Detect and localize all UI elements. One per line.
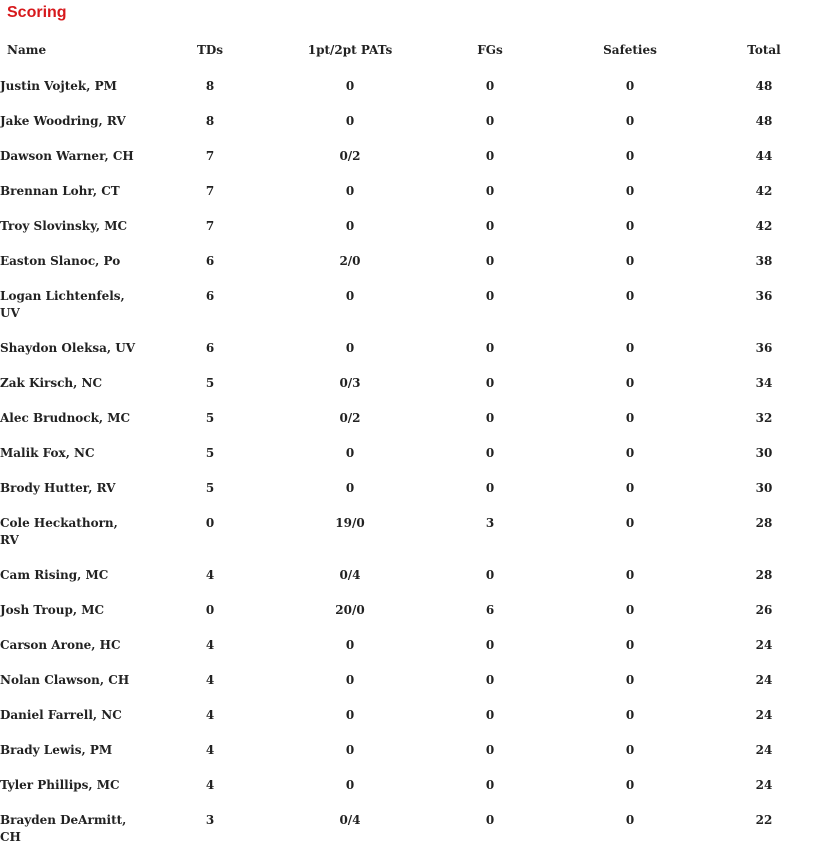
cell-fgs: 0 <box>485 411 495 425</box>
cell-total: 48 <box>755 79 773 93</box>
cell-pats: 20/0 <box>335 603 365 617</box>
cell-fgs: 0 <box>485 568 495 582</box>
cell-total: 34 <box>755 376 773 390</box>
cell-safeties: 0 <box>625 254 635 268</box>
cell-fgs: 0 <box>485 289 495 303</box>
table-row <box>0 173 828 208</box>
cell-safeties: 0 <box>625 446 635 460</box>
cell-tds: 4 <box>205 778 215 792</box>
table-row <box>0 505 828 557</box>
cell-tds: 4 <box>205 673 215 687</box>
cell-fgs: 0 <box>485 79 495 93</box>
cell-player-name: Dawson Warner, CH <box>0 149 134 163</box>
cell-pats: 0 <box>345 481 355 495</box>
table-row <box>0 662 828 697</box>
cell-total: 24 <box>755 743 773 757</box>
cell-safeties: 0 <box>625 568 635 582</box>
table-row <box>0 243 828 278</box>
cell-fgs: 0 <box>485 341 495 355</box>
cell-safeties: 0 <box>625 778 635 792</box>
cell-player-name: Zak Kirsch, NC <box>0 376 102 390</box>
cell-pats: 0 <box>345 673 355 687</box>
cell-player-name: Logan Lichtenfels, UV <box>0 289 125 320</box>
cell-tds: 5 <box>205 411 215 425</box>
table-body <box>0 68 828 854</box>
cell-fgs: 0 <box>485 149 495 163</box>
cell-tds: 4 <box>205 568 215 582</box>
cell-fgs: 0 <box>485 673 495 687</box>
header-row <box>0 33 828 68</box>
table-row <box>0 330 828 365</box>
cell-total: 24 <box>755 673 773 687</box>
header-pats: 1pt/2pt PATs <box>307 43 393 57</box>
cell-total: 24 <box>755 708 773 722</box>
cell-pats: 0 <box>345 708 355 722</box>
cell-safeties: 0 <box>625 481 635 495</box>
table-row <box>0 767 828 802</box>
table-row <box>0 732 828 767</box>
table-row <box>0 802 828 854</box>
table-row <box>0 592 828 627</box>
cell-safeties: 0 <box>625 743 635 757</box>
cell-pats: 2/0 <box>339 254 361 268</box>
cell-pats: 0/4 <box>339 813 361 827</box>
cell-player-name: Tyler Phillips, MC <box>0 778 120 792</box>
cell-player-name: Daniel Farrell, NC <box>0 708 122 722</box>
table-row <box>0 627 828 662</box>
cell-tds: 7 <box>205 149 215 163</box>
cell-tds: 7 <box>205 184 215 198</box>
table-row <box>0 103 828 138</box>
cell-total: 42 <box>755 184 773 198</box>
cell-player-name: Brady Lewis, PM <box>0 743 113 757</box>
cell-player-name: Brayden DeArmitt, CH <box>0 813 127 844</box>
cell-player-name: Jake Woodring, RV <box>0 114 126 128</box>
cell-pats: 0 <box>345 638 355 652</box>
cell-safeties: 0 <box>625 114 635 128</box>
cell-tds: 4 <box>205 638 215 652</box>
cell-pats: 0/2 <box>339 149 361 163</box>
cell-total: 44 <box>755 149 773 163</box>
cell-pats: 0 <box>345 341 355 355</box>
cell-tds: 8 <box>205 79 215 93</box>
cell-pats: 0 <box>345 219 355 233</box>
cell-safeties: 0 <box>625 411 635 425</box>
cell-tds: 7 <box>205 219 215 233</box>
cell-safeties: 0 <box>625 219 635 233</box>
table-row <box>0 68 828 103</box>
cell-tds: 6 <box>205 289 215 303</box>
cell-safeties: 0 <box>625 341 635 355</box>
cell-tds: 0 <box>205 516 215 530</box>
cell-total: 32 <box>755 411 773 425</box>
cell-tds: 5 <box>205 376 215 390</box>
cell-fgs: 0 <box>485 481 495 495</box>
cell-total: 36 <box>755 341 773 355</box>
header-total: Total <box>747 43 781 57</box>
cell-tds: 6 <box>205 254 215 268</box>
cell-pats: 0 <box>345 743 355 757</box>
cell-tds: 4 <box>205 708 215 722</box>
cell-total: 28 <box>755 568 773 582</box>
table-row <box>0 208 828 243</box>
cell-total: 26 <box>755 603 773 617</box>
cell-tds: 5 <box>205 481 215 495</box>
cell-total: 24 <box>755 638 773 652</box>
cell-safeties: 0 <box>625 149 635 163</box>
cell-safeties: 0 <box>625 376 635 390</box>
cell-fgs: 6 <box>485 603 495 617</box>
cell-pats: 19/0 <box>335 516 365 530</box>
cell-fgs: 0 <box>485 743 495 757</box>
cell-player-name: Justin Vojtek, PM <box>0 79 117 93</box>
cell-tds: 3 <box>205 813 215 827</box>
cell-player-name: Brennan Lohr, CT <box>0 184 120 198</box>
cell-safeties: 0 <box>625 184 635 198</box>
cell-fgs: 0 <box>485 446 495 460</box>
cell-pats: 0 <box>345 446 355 460</box>
cell-total: 30 <box>755 446 773 460</box>
table-row <box>0 138 828 173</box>
cell-pats: 0/3 <box>339 376 361 390</box>
cell-pats: 0 <box>345 79 355 93</box>
cell-pats: 0 <box>345 289 355 303</box>
cell-player-name: Malik Fox, NC <box>0 446 95 460</box>
cell-pats: 0/2 <box>339 411 361 425</box>
cell-tds: 5 <box>205 446 215 460</box>
table-row <box>0 278 828 330</box>
cell-fgs: 0 <box>485 114 495 128</box>
header-fgs: FGs <box>477 43 503 57</box>
table-row <box>0 365 828 400</box>
header-safeties: Safeties <box>603 43 657 57</box>
cell-fgs: 0 <box>485 778 495 792</box>
cell-safeties: 0 <box>625 638 635 652</box>
cell-pats: 0 <box>345 778 355 792</box>
cell-total: 36 <box>755 289 773 303</box>
cell-total: 24 <box>755 778 773 792</box>
cell-fgs: 0 <box>485 813 495 827</box>
cell-safeties: 0 <box>625 673 635 687</box>
scoring-table <box>0 33 828 854</box>
section-title: Scoring <box>7 4 67 21</box>
cell-safeties: 0 <box>625 603 635 617</box>
cell-total: 30 <box>755 481 773 495</box>
table-row <box>0 557 828 592</box>
cell-tds: 6 <box>205 341 215 355</box>
table-row <box>0 435 828 470</box>
cell-fgs: 0 <box>485 708 495 722</box>
table-row <box>0 400 828 435</box>
cell-safeties: 0 <box>625 289 635 303</box>
cell-player-name: Brody Hutter, RV <box>0 481 116 495</box>
cell-fgs: 0 <box>485 376 495 390</box>
cell-fgs: 0 <box>485 254 495 268</box>
cell-fgs: 3 <box>485 516 495 530</box>
cell-pats: 0 <box>345 114 355 128</box>
header-tds: TDs <box>196 43 224 57</box>
cell-player-name: Easton Slanoc, Po <box>0 254 121 268</box>
cell-safeties: 0 <box>625 516 635 530</box>
cell-player-name: Alec Brudnock, MC <box>0 411 131 425</box>
cell-fgs: 0 <box>485 638 495 652</box>
cell-player-name: Josh Troup, MC <box>0 603 105 617</box>
cell-player-name: Troy Slovinsky, MC <box>0 219 128 233</box>
cell-total: 42 <box>755 219 773 233</box>
cell-tds: 4 <box>205 743 215 757</box>
cell-fgs: 0 <box>485 184 495 198</box>
cell-tds: 8 <box>205 114 215 128</box>
cell-player-name: Carson Arone, HC <box>0 638 121 652</box>
cell-safeties: 0 <box>625 79 635 93</box>
cell-player-name: Nolan Clawson, CH <box>0 673 130 687</box>
cell-safeties: 0 <box>625 708 635 722</box>
cell-safeties: 0 <box>625 813 635 827</box>
cell-total: 38 <box>755 254 773 268</box>
cell-total: 48 <box>755 114 773 128</box>
table-row <box>0 470 828 505</box>
cell-player-name: Cole Heckathorn, RV <box>0 516 118 547</box>
cell-total: 28 <box>755 516 773 530</box>
cell-fgs: 0 <box>485 219 495 233</box>
cell-player-name: Shaydon Oleksa, UV <box>0 341 136 355</box>
table-row <box>0 697 828 732</box>
cell-total: 22 <box>755 813 773 827</box>
cell-tds: 0 <box>205 603 215 617</box>
header-name: Name <box>7 43 47 57</box>
cell-pats: 0/4 <box>339 568 361 582</box>
cell-pats: 0 <box>345 184 355 198</box>
cell-player-name: Cam Rising, MC <box>0 568 109 582</box>
